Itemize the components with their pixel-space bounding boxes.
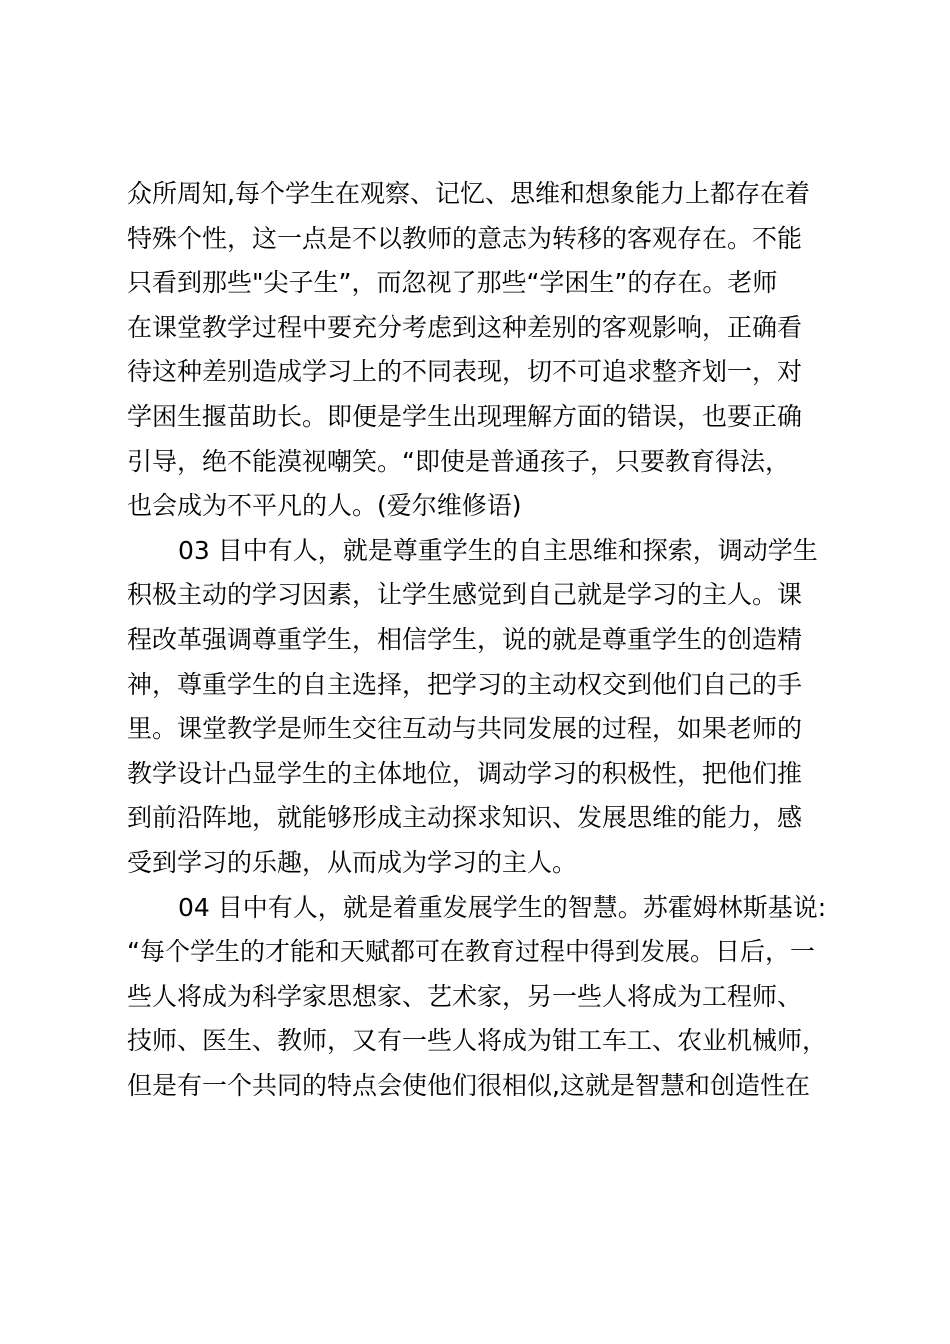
text-line: “每个学生的才能和天赋都可在教育过程中得到发展。日后，一	[127, 937, 815, 967]
text-line: 只看到那些"尖子生”，而忽视了那些“学困生”的存在。老师	[127, 268, 778, 298]
text-line: 些人将成为科学家思想家、艺术家，另一些人将成为工程师、	[127, 981, 803, 1011]
text-line: 神，尊重学生的自主选择，把学习的主动权交到他们自己的手	[127, 669, 803, 699]
paragraph-start-line: 03 目中有人，就是尊重学生的自主思维和探索，调动学生	[178, 535, 818, 565]
text-line: 但是有一个共同的特点会使他们很相似,这就是智慧和创造性在	[127, 1070, 810, 1100]
text-line: 特殊个性，这一点是不以教师的意志为转移的客观存在。不能	[127, 223, 803, 253]
text-line: 程改革强调尊重学生，相信学生，说的就是尊重学生的创造精	[127, 624, 803, 654]
text-line: 教学设计凸显学生的主体地位，调动学习的积极性，把他们推	[127, 758, 803, 788]
text-line: 到前沿阵地，就能够形成主动探求知识、发展思维的能力，感	[127, 803, 803, 833]
text-line: 在课堂教学过程中要充分考虑到这种差别的客观影响，正确看	[127, 312, 803, 342]
text-line: 技师、医生、教师，又有一些人将成为钳工车工、农业机械师，	[127, 1026, 828, 1056]
text-line: 受到学习的乐趣，从而成为学习的主人。	[127, 847, 578, 877]
text-line: 也会成为不平凡的人。(爱尔维修语)	[127, 491, 522, 521]
text-line: 里。课堂教学是师生交往互动与共同发展的过程，如果老师的	[127, 714, 803, 744]
text-line: 积极主动的学习因素，让学生感觉到自己就是学习的主人。课	[127, 580, 803, 610]
body-text	[127, 172, 837, 1108]
text-line: 众所周知,每个学生在观察、记忆、思维和想象能力上都存在着	[127, 179, 810, 208]
text-line: 待这种差别造成学习上的不同表现，切不可追求整齐划一，对	[127, 357, 803, 387]
text-line: 学困生揠苗助长。即便是学生出现理解方面的错误，也要正确	[127, 401, 803, 431]
paragraph-start-line: 04 目中有人，就是着重发展学生的智慧。苏霍姆林斯基说:	[178, 892, 827, 922]
text-line: 引导，绝不能漠视嘲笑。“即使是普通孩子，只要教育得法，	[127, 446, 790, 476]
